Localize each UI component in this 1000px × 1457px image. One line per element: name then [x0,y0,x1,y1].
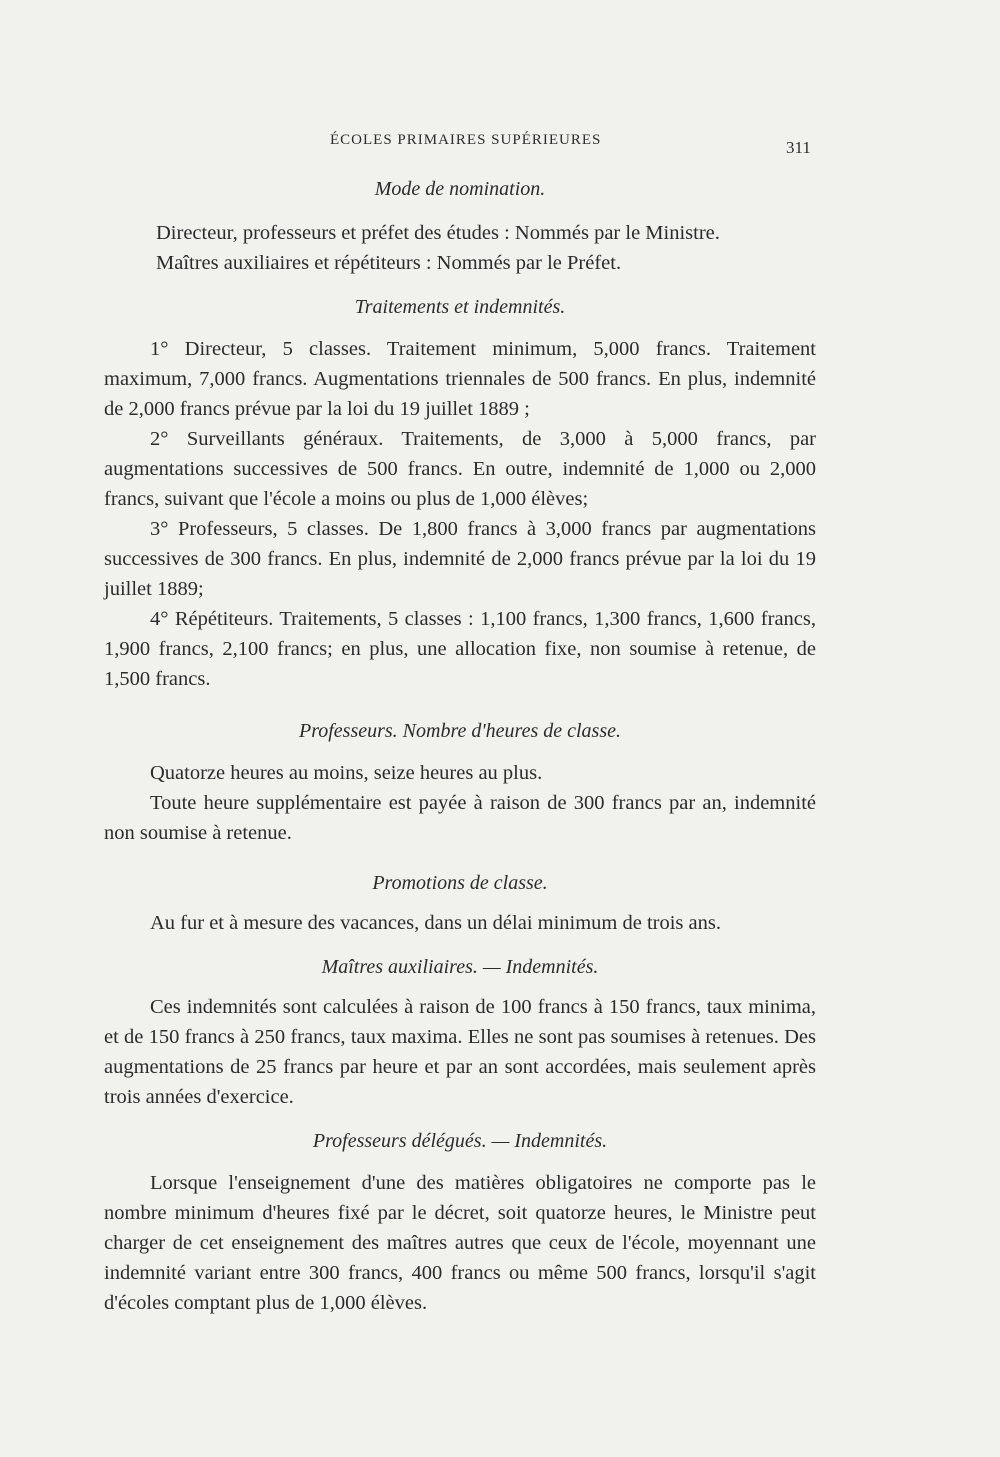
paragraph: 4° Répétiteurs. Traitements, 5 classes : 1,100 francs, 1,300 francs, 1,600 francs, 1,900 francs, 2,100 francs; en plus, une allocation fixe, non soumise à retenue, de 1,500 francs. [104,608,816,690]
paragraph: Au fur et à mesure des vacances, dans un délai minimum de trois ans. [150,912,721,934]
section-heading-auxiliaires: Maîtres auxiliaires. — Indemnités. [321,956,599,978]
paragraph: Lorsque l'enseignement d'une des matières obligatoires ne comporte pas le nombre minimum d'heures fixé par le décret, soit quatorze heures, le Ministre peut charger de cet enseignement des maîtres autres que ceux de l'école, moyennant une indemnité variant entre 300 francs, 400 francs ou même 500 francs, lorsqu'il s'agit d'écoles comptant plus de 1,000 élèves. [104,1172,816,1314]
paragraph: 2° Surveillants généraux. Traitements, de 3,000 à 5,000 francs, par augmentations successives de 500 francs. En outre, indemnité de 1,000 ou 2,000 francs, suivant que l'école a moins ou plus de 1,000 élèves; [104,428,816,510]
paragraph: Maîtres auxiliaires et répétiteurs : Nommés par le Préfet. [156,252,622,274]
paragraph: Toute heure supplémentaire est payée à raison de 300 francs par an, indemnité non soumise à retenue. [104,792,816,844]
page-header [0,132,1000,162]
page-number: 311 [786,138,811,157]
running-head: ÉCOLES PRIMAIRES SUPÉRIEURES [330,132,602,148]
paragraph: Ces indemnités sont calculées à raison de 100 francs à 150 francs, taux minima, et de 150 francs à 250 francs, taux maxima. Elles ne sont pas soumises à retenues. Des augmentations de 25 francs par heure et par an sont accordées, mais seulement après trois années d'exercice. [104,996,816,1108]
section-heading-promotions: Promotions de classe. [372,872,548,894]
section-heading-nomination: Mode de nomination. [374,178,546,200]
section-heading-traitements: Traitements et indemnités. [354,296,566,318]
paragraph: Directeur, professeurs et préfet des études : Nommés par le Ministre. [156,222,720,244]
page-body [104,176,816,1318]
paragraph: 3° Professeurs, 5 classes. De 1,800 francs à 3,000 francs par augmentations successives de 300 francs. En plus, indemnité de 2,000 francs prévue par la loi du 19 juillet 1889; [104,518,816,600]
section-heading-delegues: Professeurs délégués. — Indemnités. [312,1130,608,1152]
paragraph: Quatorze heures au moins, seize heures au plus. [150,762,543,784]
paragraph: 1° Directeur, 5 classes. Traitement minimum, 5,000 francs. Traitement maximum, 7,000 francs. Augmentations triennales de 500 francs. En plus, indemnité de 2,000 francs prévue par la loi du 19 juillet 1889 ; [104,338,816,420]
section-heading-heures: Professeurs. Nombre d'heures de classe. [298,720,621,742]
